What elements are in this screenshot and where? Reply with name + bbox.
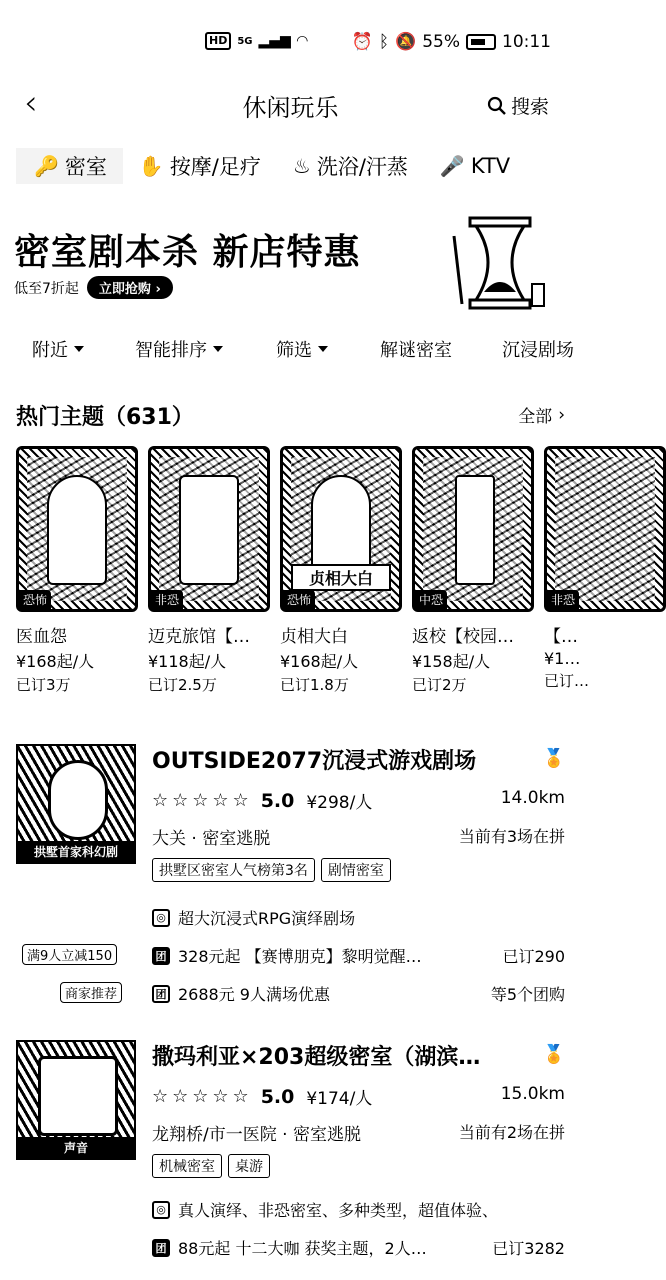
section-title: 热门主题（631） [16, 405, 194, 430]
feature-row [152, 906, 565, 929]
view-all-label: 全部 [518, 407, 553, 427]
key-icon: 🔑 [34, 154, 59, 178]
theme-sold: 已订3万 [16, 676, 71, 694]
tab-label: 密室 [64, 155, 107, 179]
theme-name: 返校【校园… [412, 627, 514, 647]
shop-image-caption: 拱墅首家科幻剧 [18, 841, 134, 862]
type-tag: 机械密室 [152, 1154, 222, 1178]
search-icon [487, 96, 507, 116]
shop-area: 大关 · 密室逃脱 [152, 829, 271, 849]
promo-banner[interactable] [0, 210, 581, 320]
shop-image [16, 744, 136, 864]
filter-nearby[interactable] [32, 336, 84, 362]
theme-poster [544, 446, 666, 612]
view-all-link[interactable] [518, 402, 565, 427]
tab-escape-room[interactable] [16, 148, 123, 184]
deal-row[interactable] [152, 1236, 565, 1259]
dropdown-icon [318, 346, 328, 352]
theme-sold: 已订… [544, 672, 590, 690]
theme-name: 医血怨 [16, 627, 67, 647]
deal-row[interactable] [152, 944, 565, 967]
deal-text: 328元起 【赛博朋克】黎明觉醒… [178, 947, 422, 966]
filter-puzzle[interactable] [380, 336, 452, 362]
distance: 15.0km [500, 1084, 565, 1104]
banner-button[interactable]: 立即抢购 › [87, 276, 173, 299]
shop-name: OUTSIDE2077沉浸式游戏剧场 [152, 749, 477, 774]
group-deal-icon: 团 [152, 947, 170, 965]
tab-bath[interactable] [277, 148, 424, 184]
theme-poster [280, 446, 402, 612]
top-nav [0, 82, 581, 130]
type-tag: 桌游 [228, 1154, 270, 1178]
ongoing-groups: 当前有3场在拼 [458, 827, 565, 846]
battery-percent: 55% [422, 32, 460, 52]
group-deal-icon: 团 [152, 1239, 170, 1257]
shop-card[interactable] [16, 744, 581, 1014]
feature-text: 真人演绎、非恐密室、多种类型，超值体验、 [178, 1201, 499, 1220]
back-icon[interactable]: ‹ [24, 83, 38, 123]
theme-price: ¥158起/人 [412, 652, 491, 671]
theme-card[interactable] [544, 446, 666, 691]
theme-price: ¥168起/人 [16, 652, 95, 671]
medal-icon: 🏅 [542, 1044, 565, 1065]
filter-screen[interactable] [276, 336, 328, 362]
filter-label: 附近 [32, 340, 68, 361]
theme-name: 【… [544, 627, 578, 647]
chevron-right-icon: › [558, 404, 565, 425]
hot-themes-list [16, 446, 590, 696]
rating-score: 5.0 [260, 789, 295, 812]
hand-icon: ✋ [138, 154, 164, 178]
tab-label: KTV [470, 154, 511, 178]
deal-text: 2688元 9人满场优惠 [178, 985, 330, 1004]
dropdown-icon [74, 346, 84, 352]
feature-icon: ◎ [152, 909, 170, 927]
theme-name: 迈克旅馆【… [148, 627, 250, 647]
medal-icon: 🏅 [542, 748, 565, 769]
group-deal-icon: 团 [152, 985, 170, 1003]
feature-icon: ◎ [152, 1201, 170, 1219]
genre-badge: 恐怖 [283, 590, 315, 609]
network-label: 5G [237, 35, 253, 47]
theme-poster [148, 446, 270, 612]
page-title: 休闲玩乐 [242, 94, 339, 122]
theme-sold: 已订1.8万 [280, 676, 349, 694]
distance: 14.0km [500, 788, 565, 808]
deal-sold: 已订290 [502, 947, 565, 966]
theme-poster [412, 446, 534, 612]
deal-text: 88元起 十二大咖 获奖主题，2人… [178, 1239, 427, 1258]
theme-card[interactable] [16, 446, 138, 695]
hd-icon: HD [205, 32, 231, 50]
dropdown-icon [213, 346, 223, 352]
filter-immersive[interactable] [502, 336, 574, 362]
shop-name: 撒玛利亚×203超级密室（湖滨… [152, 1045, 481, 1070]
clock: 10:11 [502, 32, 551, 52]
theme-price: ¥1… [544, 649, 581, 668]
filter-label: 智能排序 [135, 340, 207, 361]
rank-tag: 拱墅区密室人气榜第3名 [152, 858, 315, 882]
shop-area: 龙翔桥/市一医院 · 密室逃脱 [152, 1125, 361, 1145]
discount-badge: 满9人立减150 [22, 944, 117, 965]
rating-stars: ☆☆☆☆☆ [152, 790, 253, 811]
rating-stars: ☆☆☆☆☆ [152, 1086, 253, 1107]
shop-card[interactable] [16, 1040, 581, 1280]
bluetooth-icon: ᛒ [378, 32, 390, 52]
tab-label: 洗浴/汗蒸 [316, 155, 408, 179]
genre-badge: 中恐 [415, 590, 447, 609]
type-tag: 剧情密室 [321, 858, 391, 882]
mute-icon: 🔕 [395, 32, 417, 52]
hourglass-icon [440, 214, 550, 314]
shop-image-caption: 声音 [18, 1137, 134, 1158]
wifi-icon: ◠ [296, 33, 308, 49]
theme-card[interactable] [148, 446, 270, 695]
genre-badge: 非恐 [151, 590, 183, 609]
deal-sold: 已订3282 [492, 1239, 565, 1258]
filter-label: 筛选 [276, 340, 312, 361]
filter-sort[interactable] [135, 336, 223, 362]
deal-row[interactable] [152, 982, 565, 1005]
recommend-badge: 商家推荐 [60, 982, 122, 1003]
genre-badge: 恐怖 [19, 590, 51, 609]
more-deals[interactable]: 等5个团购 [490, 985, 565, 1004]
genre-badge: 非恐 [547, 590, 579, 609]
hot-themes-header [16, 398, 565, 432]
theme-sold: 已订2万 [412, 676, 467, 694]
shop-image [16, 1040, 136, 1160]
theme-name: 贞相大白 [280, 627, 348, 647]
tab-massage[interactable] [123, 148, 277, 184]
filter-label: 沉浸剧场 [502, 340, 574, 361]
price-per-person: ¥174/人 [306, 1089, 373, 1109]
hot-spring-icon: ♨ [292, 154, 311, 178]
category-tabs [0, 148, 581, 188]
status-bar [0, 28, 581, 62]
signal-icon: ▂▄▆ [258, 33, 291, 49]
filter-bar [0, 336, 581, 366]
battery-icon [466, 34, 496, 50]
tab-ktv[interactable] [424, 148, 526, 184]
theme-sold: 已订2.5万 [148, 676, 217, 694]
mic-icon: 🎤 [439, 154, 465, 178]
feature-text: 超大沉浸式RPG演绎剧场 [178, 909, 356, 928]
filter-label: 解谜密室 [380, 340, 452, 361]
search-button[interactable] [487, 92, 549, 119]
poster-title: 贞相大白 [291, 564, 391, 591]
tab-label: 按摩/足疗 [169, 155, 261, 179]
ongoing-groups: 当前有2场在拼 [458, 1123, 565, 1142]
banner-title: 密室剧本杀 新店特惠 [14, 232, 361, 273]
price-per-person: ¥298/人 [306, 793, 373, 813]
theme-price: ¥168起/人 [280, 652, 359, 671]
banner-subtitle: 低至7折起 [14, 280, 79, 297]
alarm-icon: ⏰ [351, 32, 373, 52]
feature-row [152, 1198, 565, 1221]
theme-card[interactable] [280, 446, 402, 695]
search-label: 搜索 [510, 96, 549, 118]
theme-price: ¥118起/人 [148, 652, 227, 671]
rating-score: 5.0 [260, 1085, 295, 1108]
theme-poster [16, 446, 138, 612]
theme-card[interactable] [412, 446, 534, 695]
